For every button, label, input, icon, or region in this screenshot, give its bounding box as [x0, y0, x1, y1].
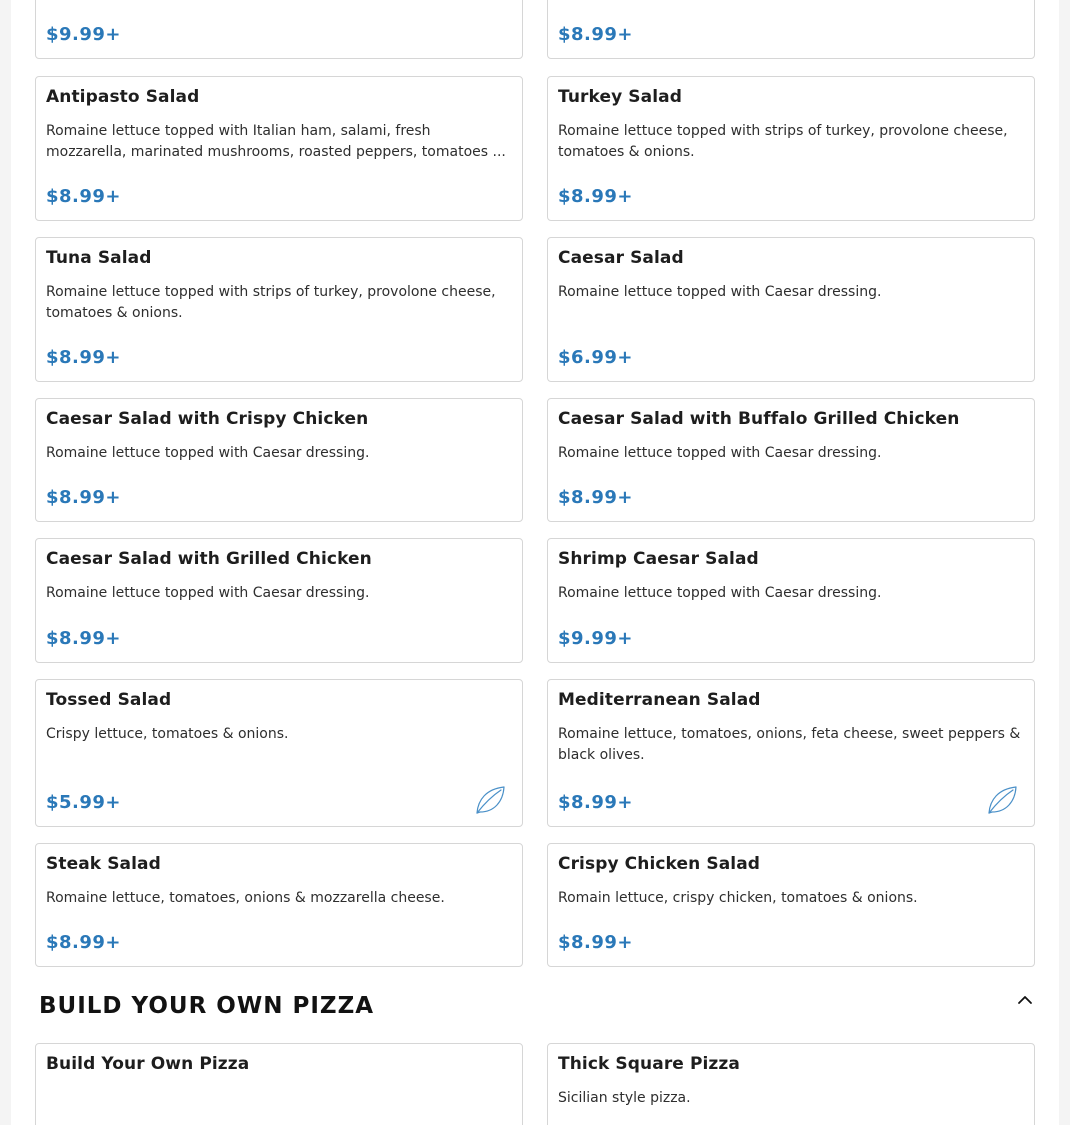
item-name: Thick Square Pizza: [558, 1054, 740, 1074]
chevron-up-icon[interactable]: [1015, 990, 1035, 1010]
item-description: Crispy lettuce, tomatoes & onions.: [46, 726, 289, 742]
menu-item-card[interactable]: [547, 679, 1035, 827]
item-price: $8.99+: [46, 932, 122, 953]
item-name: Antipasto Salad: [46, 87, 200, 107]
item-description: Sicilian style pizza.: [558, 1090, 691, 1106]
item-description: Romaine lettuce topped with Caesar dressing.: [46, 585, 370, 601]
section-title: BUILD YOUR OWN PIZZA: [39, 993, 375, 1019]
item-name: Build Your Own Pizza: [46, 1054, 250, 1074]
item-price: $8.99+: [46, 186, 122, 207]
item-price: $8.99+: [558, 487, 634, 508]
item-name: Shrimp Caesar Salad: [558, 549, 759, 569]
item-price: $8.99+: [558, 186, 634, 207]
item-price: $9.99+: [46, 24, 122, 45]
item-name: Caesar Salad: [558, 248, 684, 268]
vegetarian-leaf-icon: [474, 784, 506, 816]
item-name: Tuna Salad: [46, 248, 152, 268]
menu-item-card[interactable]: [547, 398, 1035, 522]
item-description-line: Romaine lettuce topped with Italian ham, salami, fresh: [46, 123, 431, 139]
item-name: Tossed Salad: [46, 690, 172, 710]
menu-item-card[interactable]: [35, 237, 523, 382]
item-price: $5.99+: [46, 792, 122, 813]
menu-item-card[interactable]: [547, 843, 1035, 967]
item-name: Steak Salad: [46, 854, 161, 874]
item-price: $8.99+: [558, 792, 634, 813]
menu-item-card[interactable]: [547, 1043, 1035, 1125]
item-price: $9.99+: [558, 628, 634, 649]
item-price: $8.99+: [46, 347, 122, 368]
item-name: Caesar Salad with Crispy Chicken: [46, 409, 369, 429]
item-description: Romaine lettuce topped with Caesar dressing.: [558, 284, 882, 300]
menu-item-card[interactable]: [35, 843, 523, 967]
menu-item-card[interactable]: [547, 0, 1035, 59]
item-description: Romaine lettuce topped with Caesar dressing.: [558, 445, 882, 461]
item-name: Turkey Salad: [558, 87, 682, 107]
item-price: $8.99+: [558, 24, 634, 45]
menu-item-card[interactable]: [547, 538, 1035, 663]
item-price: $8.99+: [46, 487, 122, 508]
item-name: Crispy Chicken Salad: [558, 854, 761, 874]
menu-page: [11, 0, 1059, 1125]
item-price: $8.99+: [46, 628, 122, 649]
menu-item-card[interactable]: [35, 76, 523, 221]
menu-item-card[interactable]: [35, 0, 523, 59]
menu-item-card[interactable]: [35, 679, 523, 827]
item-name: Caesar Salad with Grilled Chicken: [46, 549, 372, 569]
item-description: Romaine lettuce topped with strips of turkey, provolone cheese, tomatoes & onions.: [558, 123, 1008, 160]
item-price: $6.99+: [558, 347, 634, 368]
menu-item-card[interactable]: [35, 1043, 523, 1125]
item-description: Romaine lettuce, tomatoes, onions & mozzarella cheese.: [46, 890, 445, 906]
item-name: Caesar Salad with Buffalo Grilled Chicken: [558, 409, 960, 429]
vegetarian-leaf-icon: [986, 784, 1018, 816]
menu-item-card[interactable]: [547, 76, 1035, 221]
menu-item-card[interactable]: [35, 538, 523, 663]
item-price: $8.99+: [558, 932, 634, 953]
item-description: Romain lettuce, crispy chicken, tomatoes & onions.: [558, 890, 918, 906]
item-name: Mediterranean Salad: [558, 690, 761, 710]
item-description: Romaine lettuce topped with strips of turkey, provolone cheese, tomatoes & onions.: [46, 284, 496, 321]
item-description: Romaine lettuce topped with Caesar dressing.: [558, 585, 882, 601]
item-description-line: mozzarella, marinated mushrooms, roasted peppers, tomatoes ...: [46, 144, 506, 160]
item-description: [46, 121, 512, 163]
item-description: Romaine lettuce, tomatoes, onions, feta cheese, sweet peppers & black olives.: [558, 726, 1021, 763]
item-description: Romaine lettuce topped with Caesar dressing.: [46, 445, 370, 461]
menu-item-card[interactable]: [547, 237, 1035, 382]
menu-item-card[interactable]: [35, 398, 523, 522]
